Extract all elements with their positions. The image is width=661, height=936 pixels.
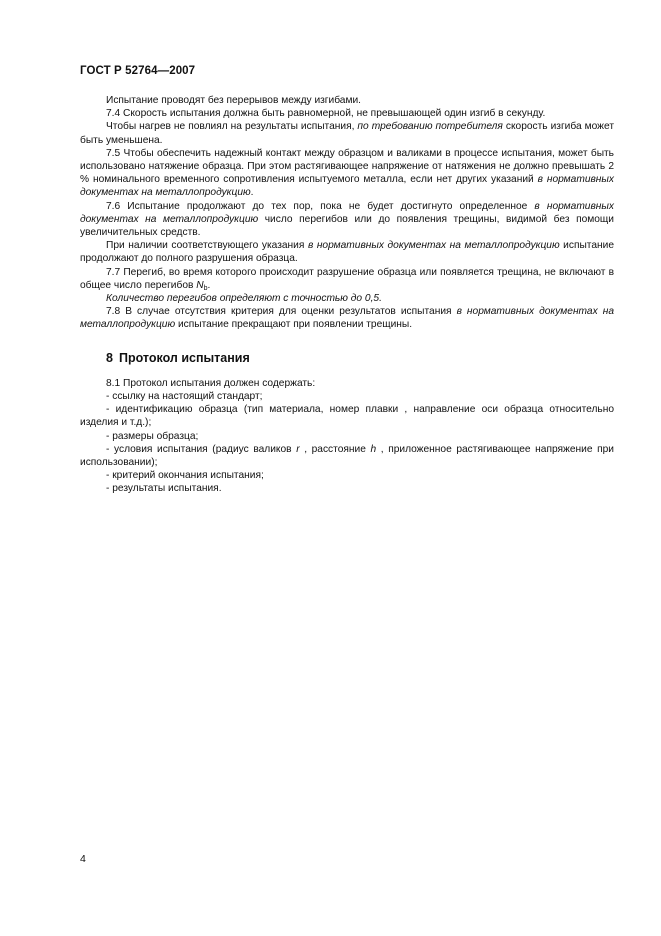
list-item: - идентификацию образца (тип материала, номер плавки , направление оси образца относительно изделия и т.д.); <box>80 404 614 429</box>
list-item: - результаты испытания. <box>106 483 222 495</box>
paragraph-7-4-note: Чтобы нагрев не повлиял на результаты испытания, по требованию потребителя скорость изгиба может быть уменьшена. <box>80 121 614 146</box>
paragraph-7-8: 7.8 В случае отсутствия критерия для оценки результатов испытания в нормативных документах на металлопродукцию испытание прекращают при появлении трещины. <box>80 306 614 331</box>
list-item: - ссылку на настоящий стандарт; <box>106 391 263 403</box>
document-body <box>80 94 614 496</box>
section-8-heading: 8 Протокол испытания <box>106 350 250 365</box>
paragraph-7-6-note: При наличии соответствующего указания в нормативных документах на металлопродукцию испытание продолжают до полного разрушения образца. <box>80 240 615 265</box>
paragraph-7-4: 7.4 Скорость испытания должна быть равномерной, не превышающей один изгиб в секунду. <box>106 108 546 120</box>
paragraph-7-7-note: Количество перегибов определяют с точностью до 0,5. <box>106 293 382 305</box>
list-item: - размеры образца; <box>106 430 199 442</box>
list-item: - условия испытания (радиус валиков r , расстояние h , приложенное растягивающее напряжение при использовании); <box>80 443 614 469</box>
paragraph-7-3-continued: Испытание проводят без перерывов между изгибами. <box>106 95 361 106</box>
paragraph-7-6: 7.6 Испытание продолжают до тех пор, пока не будет достигнуто определенное в нормативных документах на металлопродукцию число перегибов или до появления трещины, видимой без помощи увеличительных средств. <box>80 200 614 239</box>
page-number: 4 <box>80 853 86 865</box>
paragraph-7-7: 7.7 Перегиб, во время которого происходит разрушение образца или появляется трещина, не включают в общее число перегибов $N_b$. <box>80 266 614 292</box>
document-header: ГОСТ Р 52764—2007 <box>80 65 196 77</box>
list-item: - критерий окончания испытания; <box>106 470 264 482</box>
paragraph-7-5: 7.5 Чтобы обеспечить надежный контакт между образцом и валиками в процессе испытания, может быть использовано натяжение образца. При этом растягивающее напряжение от натяжения не должно превышать 2 % номинального временного сопротивления испытуемого металла, если нет других указаний в нормативных документах на металлопродукцию. <box>80 147 615 199</box>
paragraph-8-1: 8.1 Протокол испытания должен содержать: <box>106 377 316 389</box>
